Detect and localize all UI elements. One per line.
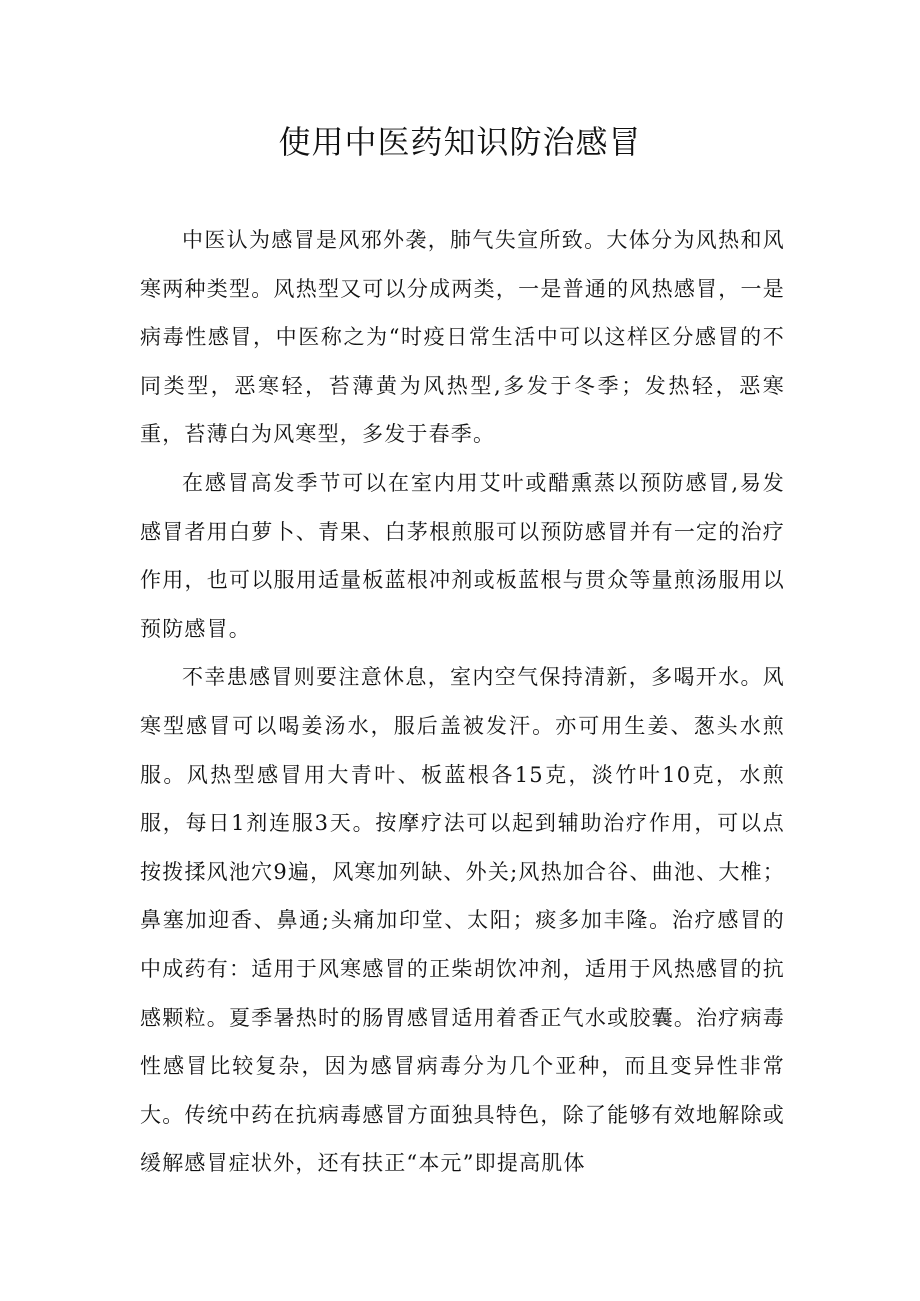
document-title: 使用中医药知识防治感冒: [278, 123, 642, 161]
paragraph-1: 中医认为感冒是风邪外袭，肺气失宣所致。大体分为风热和风寒两种类型。风热型又可以分成两类，一是普通的风热感冒，一是病毒性感冒，中医称之为“时疫日常生活中可以这样区分感冒的不同类型，恶寒轻，苔薄黄为风热型,多发于冬季；发热轻，恶寒重，苔薄白为风寒型，多发于春季。: [140, 228, 785, 447]
document-body: [140, 216, 785, 1188]
paragraph-3: 不幸患感冒则要注意休息，室内空气保持清新，多喝开水。风寒型感冒可以喝姜汤水，服后盖被发汗。亦可用生姜、葱头水煎服。风热型感冒用大青叶、板蓝根各15克，淡竹叶10克，水煎服，每日1剂连服3天。按摩疗法可以起到辅助治疗作用，可以点按拨揉风池穴9遍，风寒加列缺、外关;风热加合谷、曲池、大椎；鼻塞加迎香、鼻通;头痛加印堂、太阳；痰多加丰隆。治疗感冒的中成药有：适用于风寒感冒的正柴胡饮冲剂，适用于风热感冒的抗感颗粒。夏季暑热时的肠胃感冒适用着香正气水或胶囊。治疗病毒性感冒比较复杂，因为感冒病毒分为几个亚种，而且变异性非常大。传统中药在抗病毒感冒方面独具特色，除了能够有效地解除或缓解感冒症状外，还有扶正“本元”即提高肌体: [140, 665, 785, 1176]
paragraph-2: 在感冒高发季节可以在室内用艾叶或醋熏蒸以预防感冒,易发感冒者用白萝卜、青果、白茅根煎服可以预防感冒并有一定的治疗作用，也可以服用适量板蓝根冲剂或板蓝根与贯众等量煎汤服用以预防感冒。: [140, 470, 785, 641]
